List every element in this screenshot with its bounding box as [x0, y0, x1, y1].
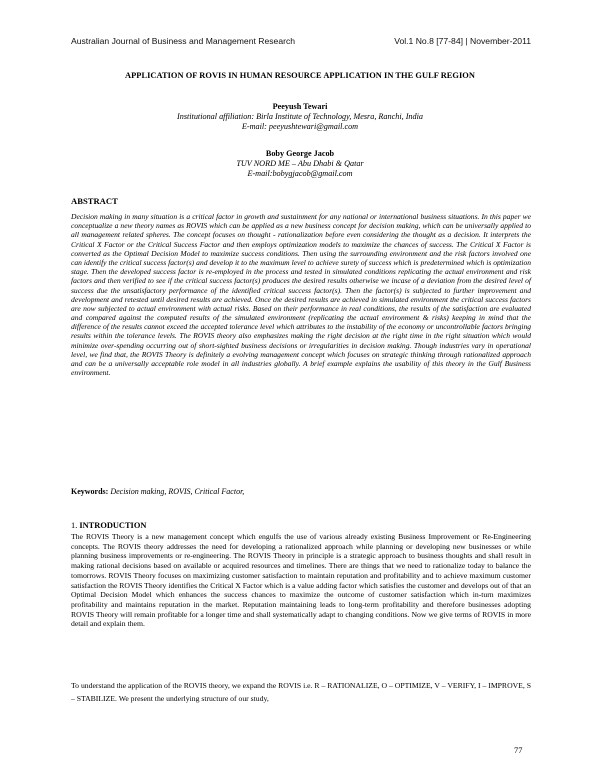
- abstract-body: Decision making in many situation is a critical factor in growth and sustainment for any national or international business situations. In this paper we conceptualize a new theory names as ROVIS which can be applied as a new business concept for decision making, which can be universally applied to all management related spheres. The concept focuses on thought - rationalization before even considering the thought as a decision. It interprets the Critical X Factor or the Critical Success Factor and then employs optimization models to maximize the chances of success. The Critical X Factor is converted as the Optimal Decision Model to maximize success conditions. Then using the surrounding environment and the risk factors involved one can identify the critical success factor(s) and develop it to the maximum level to achieve surety of success which is predetermined which is optimization stage. Then the developed success factor is re-employed in the process and tested in simulated conditions replicating the actual environment and risk factors and then verified to see if the critical success factor(s) produces the desired results otherwise we incase of a deviation from the desired level of success due the unsatisfactory performance of the identified critical success factor(s). Then the factor(s) is subjected to further improvement and development and retested until desired results are achieved. Once the desired results are achieved in simulated environment the critical success factors are now subjected to actual environment with actual risks. Based on their performance in real conditions, the results of the satisfaction are evaluated and compared against the computed results of the simulated environment (replicating the actual environment & risks) keeping in mind that the difference of the results cannot exceed the accepted tolerance level which attributes to the instability of the economy or uncontrollable factors bringing results within the tolerance levels. The ROVIS theory also emphasizes making the right decision at the right time in the right situation which would minimize over-spending occurring out of short-sighted business decisions or irregularities in decision making. Though industries vary in operational level, we find that, the ROVIS Theory is definitely a evolving management concept which focuses on strategic thinking through rationalized approach and can be a universally acceptable role model in all industries globally. A brief example explains the usability of this theory in the Gulf Business environment.: [71, 212, 531, 378]
- journal-name: Australian Journal of Business and Management Research: [71, 36, 296, 46]
- keywords-line: [71, 487, 244, 496]
- paper-title: APPLICATION OF ROVIS IN HUMAN RESOURCE APPLICATION IN THE GULF REGION: [125, 71, 475, 80]
- section-number: 1.: [71, 521, 78, 530]
- author-name: Peeyush Tewari: [272, 102, 328, 111]
- page-number: 77: [514, 746, 523, 755]
- author-email: E-mail:bobygjacob@gmail.com: [247, 169, 353, 179]
- rovis-expansion-paragraph: To understand the application of the ROVIS theory, we expand the ROVIS i.e. R – RATIONALIZE, O – OPTIMIZE, V – VERIFY, I – IMPROVE, S – STABILIZE. We present the underlying structure of our study,: [71, 681, 531, 703]
- keywords-list: Decision making, ROVIS, Critical Factor,: [110, 487, 245, 496]
- author-affiliation: TUV NORD ME – Abu Dhabi & Qatar: [236, 159, 364, 169]
- section-title: INTRODUCTION: [79, 521, 147, 530]
- introduction-paragraph: The ROVIS Theory is a new management concept which engulfs the use of various already existing Business Improvement or Re-Engineering concepts. The ROVIS theory addresses the need for developing a rationalized approach while planning or developing new businesses or while planning business improvements or re-engineering. The ROVIS Theory in principle is a strategic approach to business thoughts and shall result in making rational decisions based on available or acquired resources and timelines. There are things that we need to rationalize today to balance the tomorrows. ROVIS Theory focuses on maximizing customer satisfaction to maintain reputation and profitability and to achieve maximum customer satisfaction the ROVIS Theory identifies the Critical X Factor which is a value adding factor which satisfies the customer and develops out of that an Optimal Decision Model which enhances the success chances to maximize the outcome of customer satisfaction which in-turn maximizes profitability and maintains reputation in the market. Reputation maintaining leads to long-term profitability and therefore businesses adopting ROVIS Theory will remain profitable for a longer time and shall systematically adapt to changing conditions. Now we give terms of ROVIS in more detail and explain them.: [71, 532, 531, 629]
- author-email: E-mail: peeyushtewari@gmail.com: [241, 122, 359, 132]
- author-block-1: [60, 102, 540, 133]
- author-name: Boby George Jacob: [265, 149, 335, 158]
- issue-info: Vol.1 No.8 [77-84] | November-2011: [394, 36, 531, 46]
- running-header: [71, 36, 531, 46]
- keywords-label: Keywords:: [71, 487, 109, 496]
- abstract-heading: ABSTRACT: [71, 196, 118, 206]
- author-block-2: [60, 149, 540, 180]
- author-affiliation: Institutional affiliation: Birla Institute of Technology, Mesra, Ranchi, India: [177, 112, 423, 122]
- section-heading-introduction: [71, 521, 146, 530]
